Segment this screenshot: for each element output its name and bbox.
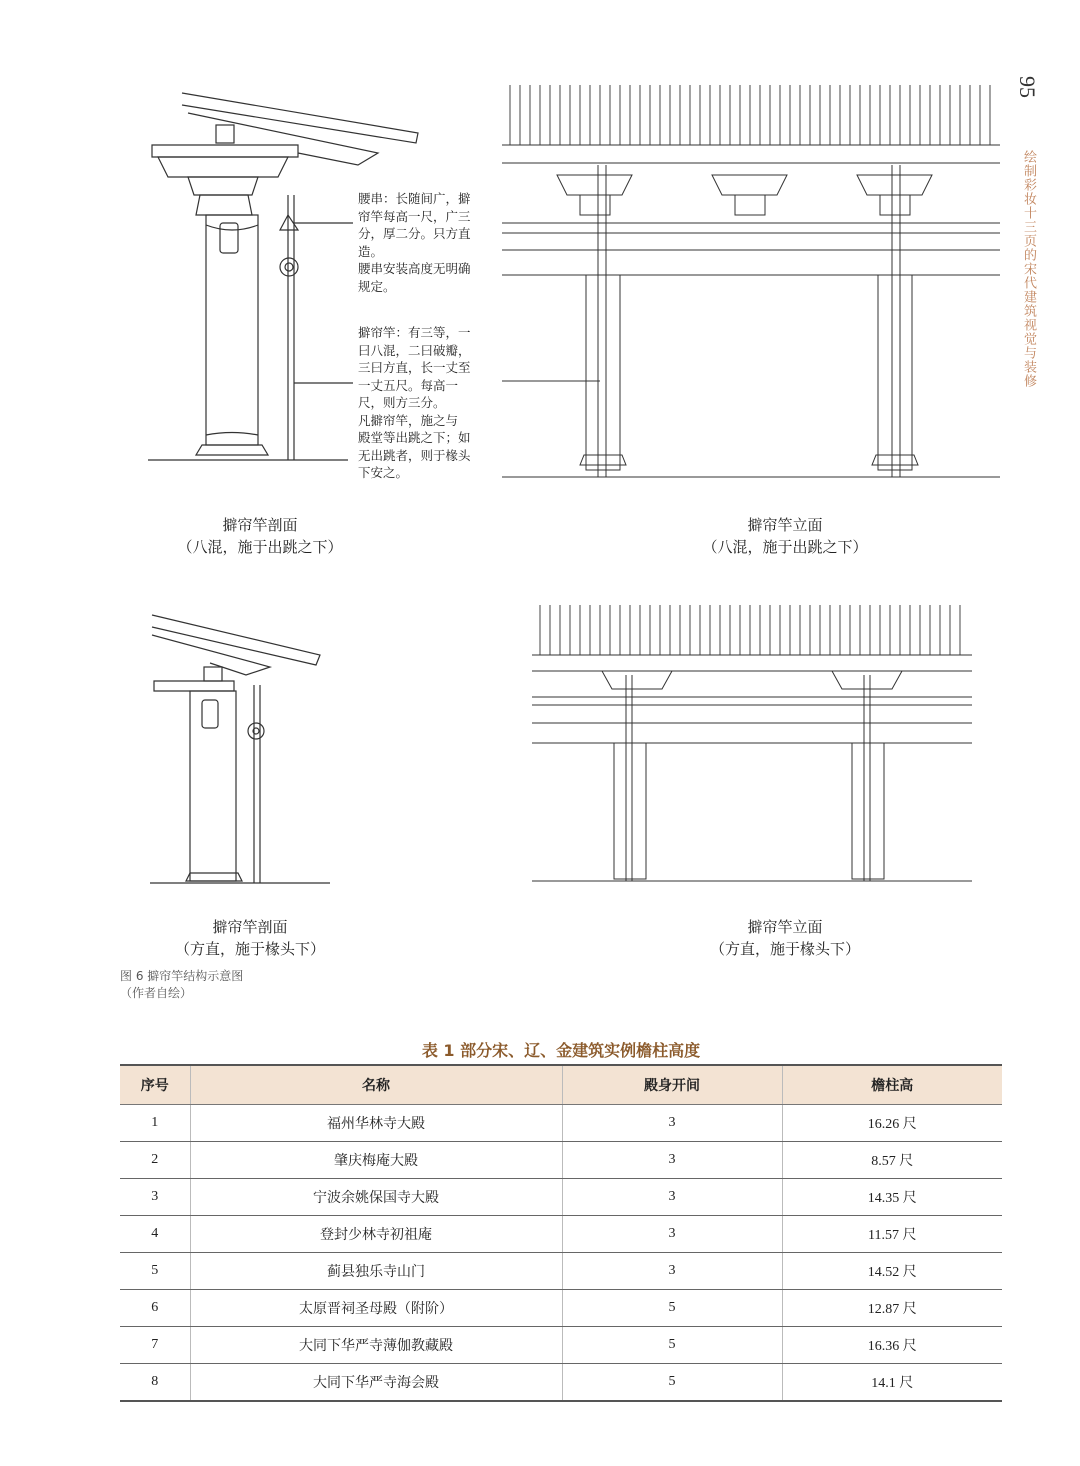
cell-name: 登封少林寺初祖庵 [190,1216,562,1253]
cell-height: 12.87 尺 [782,1290,1002,1327]
header-name: 名称 [190,1065,562,1105]
cell-name: 大同下华严寺海会殿 [190,1364,562,1402]
eave-column-height-table [120,1064,1002,1402]
caption-top-section-title: 擗帘竿剖面 [222,516,298,534]
cell-name: 大同下华严寺薄伽教藏殿 [190,1327,562,1364]
cell-bays: 5 [562,1290,782,1327]
cell-bays: 3 [562,1179,782,1216]
cell-bays: 3 [562,1216,782,1253]
cell-height: 14.35 尺 [782,1179,1002,1216]
caption-top-elevation-subtitle: （八混，施于出跳之下） [702,538,868,556]
cell-height: 14.52 尺 [782,1253,1002,1290]
header-bays: 殿身开间 [562,1065,782,1105]
cell-bays: 5 [562,1327,782,1364]
annotation-curtain-pole: 擗帘竿：有三等，一 曰八混，二曰破瓣， 三曰方直，长一丈至 一丈五尺。每高一 尺，则方三分。 凡擗帘竿，施之与 殿堂等出跳之下；如 无出跳者，则于椽头 下安之。 [358,325,471,480]
cell-name: 肇庆梅庵大殿 [190,1142,562,1179]
caption-top-elevation [655,514,915,558]
annotation-waist-rail: 腰串：长随间广，擗 帘竿每高一尺，广三 分，厚二分。只方直 造。 腰串安装高度无明确 规定。 [358,191,471,294]
cell-bays: 3 [562,1253,782,1290]
cell-bays: 5 [562,1364,782,1402]
cell-index: 2 [120,1142,190,1179]
cell-name: 宁波余姚保国寺大殿 [190,1179,562,1216]
table-row [120,1216,1002,1253]
page-number: 95 [1015,76,1040,98]
caption-bottom-elevation-subtitle: （方直，施于椽头下） [709,940,860,958]
figure-caption [120,968,243,1002]
running-head: 绘制彩妆十三页的宋代建筑视觉与装修 [1021,150,1036,388]
elevation-drawing-square [532,605,972,887]
table-row [120,1142,1002,1179]
cell-height: 11.57 尺 [782,1216,1002,1253]
header-column-height: 檐柱高 [782,1065,1002,1105]
table-row [120,1105,1002,1142]
cell-name: 太原晋祠圣母殿（附阶） [190,1290,562,1327]
cell-index: 1 [120,1105,190,1142]
caption-bottom-section-title: 擗帘竿剖面 [212,918,288,936]
caption-top-section [140,514,380,558]
cell-name: 蓟县独乐寺山门 [190,1253,562,1290]
cell-index: 4 [120,1216,190,1253]
cell-height: 16.26 尺 [782,1105,1002,1142]
table-title: 表 1 部分宋、辽、金建筑实例檐柱高度 [421,1041,701,1060]
cell-index: 5 [120,1253,190,1290]
cell-bays: 3 [562,1105,782,1142]
caption-top-elevation-title: 擗帘竿立面 [747,516,823,534]
table-row [120,1179,1002,1216]
section-drawing-square [150,605,340,890]
header-index: 序号 [120,1065,190,1105]
elevation-drawing-eight-mould [502,85,1000,480]
caption-bottom-elevation-title: 擗帘竿立面 [747,918,823,936]
table-row [120,1253,1002,1290]
cell-bays: 3 [562,1142,782,1179]
cell-name: 福州华林寺大殿 [190,1105,562,1142]
table-row [120,1364,1002,1402]
cell-index: 3 [120,1179,190,1216]
table-row [120,1290,1002,1327]
figure-caption-credit: （作者自绘） [120,986,193,1000]
cell-index: 8 [120,1364,190,1402]
cell-height: 8.57 尺 [782,1142,1002,1179]
figure-caption-title: 图 6 擗帘竿结构示意图 [120,969,244,983]
caption-bottom-elevation [655,916,915,960]
cell-index: 6 [120,1290,190,1327]
table-row [120,1327,1002,1364]
cell-height: 16.36 尺 [782,1327,1002,1364]
caption-top-section-subtitle: （八混，施于出跳之下） [177,538,343,556]
cell-index: 7 [120,1327,190,1364]
caption-bottom-section [130,916,370,960]
cell-height: 14.1 尺 [782,1364,1002,1402]
table-header-row [120,1065,1002,1105]
caption-bottom-section-subtitle: （方直，施于椽头下） [174,940,325,958]
